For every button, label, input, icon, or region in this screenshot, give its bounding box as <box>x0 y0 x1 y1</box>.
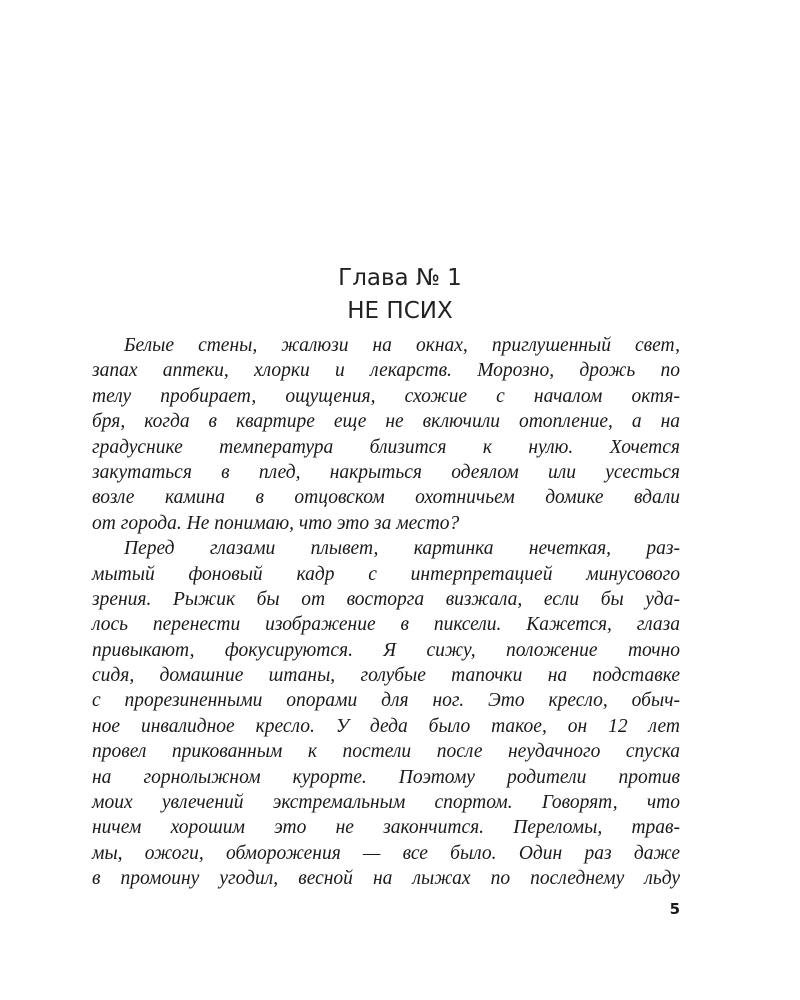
text-line: ное инвалидное кресло. У деда было такое, он 12 лет <box>92 715 680 737</box>
text-line: в промоину угодил, весной на лыжах по последнему льду <box>92 868 680 890</box>
chapter-heading <box>0 262 800 328</box>
text-line: Перед глазами плывет, картинка нечеткая, раз- <box>124 538 680 560</box>
text-line: мы, ожоги, обморожения — все было. Один раз даже <box>92 842 680 864</box>
body-text <box>92 333 680 892</box>
text-line: на горнолыжном курорте. Поэтому родители против <box>92 766 680 788</box>
text-line: с прорезиненными опорами для ног. Это кресло, обыч- <box>92 690 680 712</box>
paragraph-1 <box>92 333 680 536</box>
paragraph-2 <box>92 536 680 891</box>
text-line: бря, когда в квартире еще не включили отопление, а на <box>92 411 680 433</box>
text-line: Белые стены, жалюзи на окнах, приглушенный свет, <box>124 335 680 356</box>
text-line: телу пробирает, ощущения, схожие с началом октя- <box>92 385 680 407</box>
text-line: ничем хорошим это не закончится. Переломы, трав- <box>92 817 680 839</box>
text-line: от города. Не понимаю, что это за место? <box>92 512 460 534</box>
chapter-number: Глава № 1 <box>338 265 462 291</box>
text-line: зрения. Рыжик бы от восторга визжала, если бы уда- <box>92 588 680 610</box>
text-line: мытый фоновый кадр с интерпретацией минусового <box>92 563 680 585</box>
text-line: возле камина в отцовском охотничьем домике вдали <box>92 487 680 509</box>
text-line: сидя, домашние штаны, голубые тапочки на подставке <box>92 665 680 687</box>
text-line: запах аптеки, хлорки и лекарств. Морозно, дрожь по <box>92 360 680 382</box>
text-line: лось перенести изображение в пиксели. Кажется, глаза <box>92 614 680 636</box>
chapter-title: НЕ ПСИХ <box>347 298 453 324</box>
text-line: закутаться в плед, накрыться одеялом или усесться <box>92 461 680 483</box>
text-line: привыкают, фокусируются. Я сижу, положение точно <box>92 639 680 661</box>
text-line: градуснике температура близится к нулю. Хочется <box>92 436 680 458</box>
text-line: моих увлечений экстремальным спортом. Говорят, что <box>92 792 680 814</box>
text-line: провел прикованным к постели после неудачного спуска <box>92 741 680 763</box>
page-number: 5 <box>669 900 680 918</box>
